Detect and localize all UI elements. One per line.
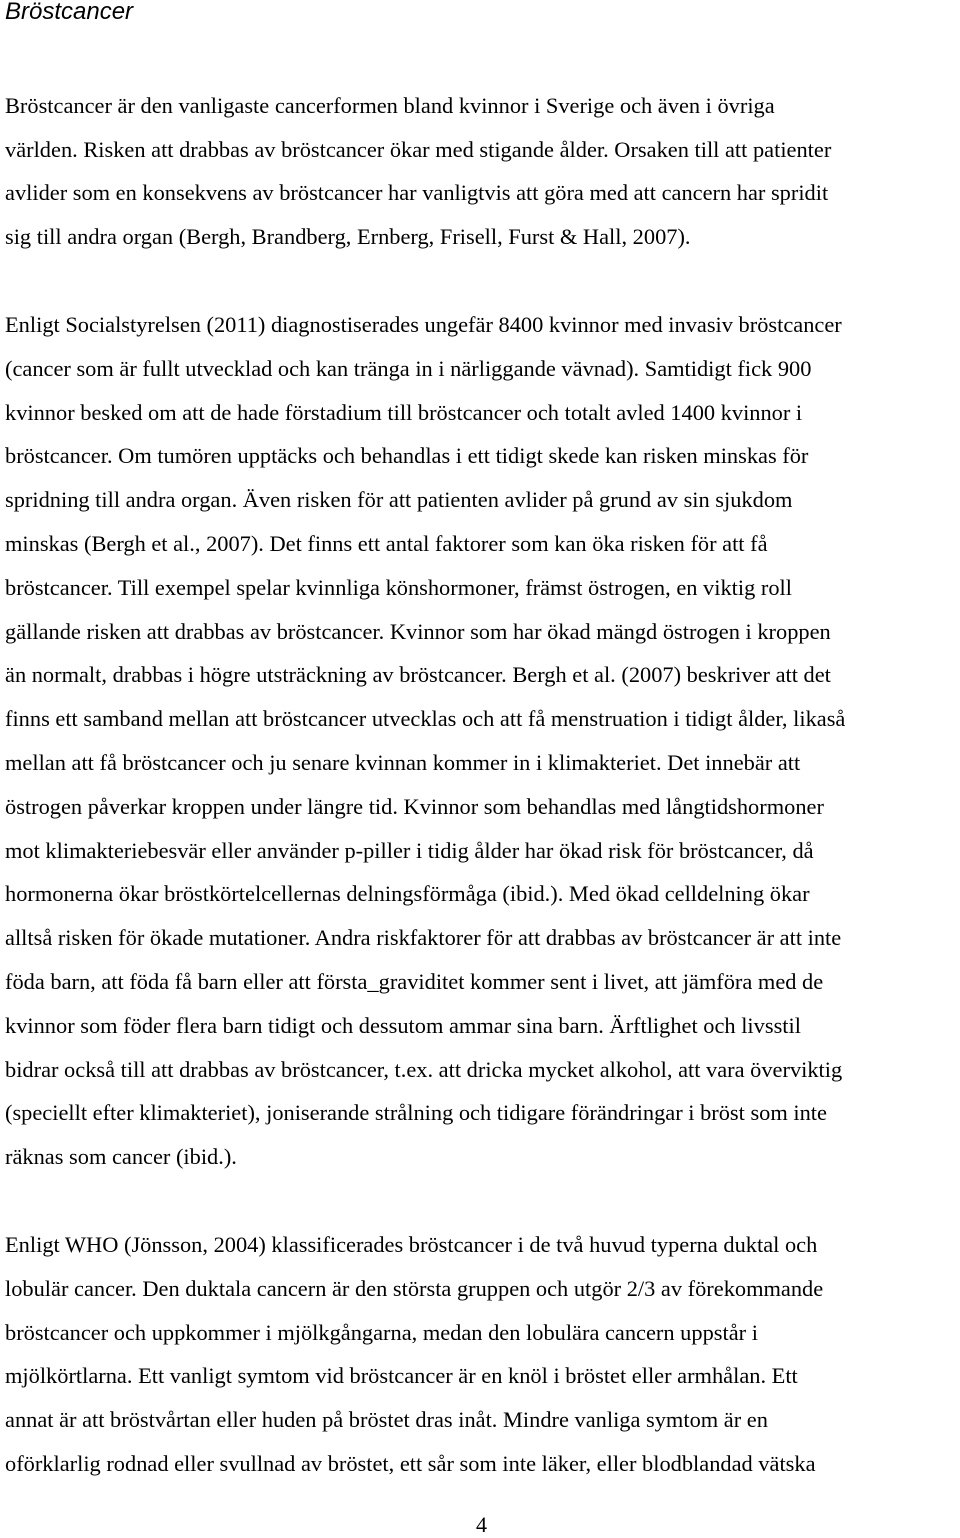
text-line: gällande risken att drabbas av bröstcancer. Kvinnor som har ökad mängd östrogen i kroppen [5, 618, 831, 644]
text-line: mellan att få bröstcancer och ju senare kvinnan kommer in i klimakteriet. Det innebär att [5, 749, 801, 775]
paragraph-risk-factors [5, 303, 955, 1179]
paragraph-types-symptoms [5, 1223, 955, 1486]
text-line: avlider som en konsekvens av bröstcancer har vanligtvis att göra med att cancern har spridit [5, 180, 829, 206]
text-line: kvinnor besked om att de hade förstadium till bröstcancer och totalt avled 1400 kvinnor i [5, 399, 803, 425]
text-line: annat är att bröstvårtan eller huden på bröstet dras inåt. Mindre vanliga symtom är en [5, 1407, 768, 1433]
text-line: Enligt WHO (Jönsson, 2004) klassificerades bröstcancer i de två huvud typerna duktal och [5, 1232, 818, 1257]
text-line: finns ett samband mellan att bröstcancer utvecklas och att få menstruation i tidigt ålder, likaså [5, 706, 846, 732]
text-line: bröstcancer. Till exempel spelar kvinnliga könshormoner, främst östrogen, en viktig roll [5, 574, 792, 600]
text-line: bröstcancer. Om tumören upptäcks och behandlas i ett tidigt skede kan risken minskas för [5, 443, 809, 469]
text-line: minskas (Bergh et al., 2007). Det finns ett antal faktorer som kan öka risken för att få [5, 530, 768, 556]
text-line: lobulär cancer. Den duktala cancern är den största gruppen och utgör 2/3 av förekommande [5, 1275, 824, 1301]
text-line: kvinnor som föder flera barn tidigt och dessutom ammar sina barn. Ärftlighet och livsstil [5, 1012, 801, 1038]
text-line: Enligt Socialstyrelsen (2011) diagnostiserades ungefär 8400 kvinnor med invasiv bröstcancer [5, 312, 842, 337]
text-line: föda barn, att föda få barn eller att första_graviditet kommer sent i livet, att jämföra med de [5, 968, 824, 994]
text-line: (cancer som är fullt utvecklad och kan tränga in i närliggande vävnad). Samtidigt fick 900 [5, 355, 812, 381]
text-line: mot klimakteriebesvär eller använder p-piller i tidig ålder har ökad risk för bröstcancer, då [5, 837, 814, 863]
text-line: sig till andra organ (Bergh, Brandberg, Ernberg, Frisell, Furst & Hall, 2007). [5, 223, 691, 249]
text-line: östrogen påverkar kroppen under längre tid. Kvinnor som behandlas med långtidshormoner [5, 793, 824, 819]
paragraph-intro [5, 84, 955, 258]
section-title: Bröstcancer [5, 0, 134, 25]
text-line: (speciellt efter klimakteriet), joniserande strålning och tidigare förändringar i bröst som inte [5, 1100, 827, 1126]
text-line: bidrar också till att drabbas av bröstcancer, t.ex. att dricka mycket alkohol, att vara överviktig [5, 1056, 843, 1082]
text-line: spridning till andra organ. Även risken för att patienten avlider på grund av sin sjukdom [5, 487, 793, 513]
text-line: alltså risken för ökade mutationer. Andra riskfaktorer för att drabbas av bröstcancer är att inte [5, 925, 842, 951]
text-line: mjölkörtlarna. Ett vanligt symtom vid bröstcancer är en knöl i bröstet eller armhålan. Ett [5, 1363, 798, 1389]
text-line: bröstcancer och uppkommer i mjölkgångarna, medan den lobulära cancern uppstår i [5, 1319, 758, 1345]
text-line: hormonerna ökar bröstkörtelcellernas delningsförmåga (ibid.). Med ökad celldelning ökar [5, 881, 810, 907]
text-line: världen. Risken att drabbas av bröstcancer ökar med stigande ålder. Orsaken till att patienter [5, 136, 832, 162]
text-line: räknas som cancer (ibid.). [5, 1144, 237, 1170]
page-number: 4 [476, 1512, 487, 1537]
text-line: än normalt, drabbas i högre utsträckning av bröstcancer. Bergh et al. (2007) beskriver att det [5, 662, 831, 688]
text-line: Bröstcancer är den vanligaste cancerformen bland kvinnor i Sverige och även i övriga [5, 93, 775, 118]
text-line: oförklarlig rodnad eller svullnad av bröstet, ett sår som inte läker, eller blodblandad vätska [5, 1450, 816, 1476]
